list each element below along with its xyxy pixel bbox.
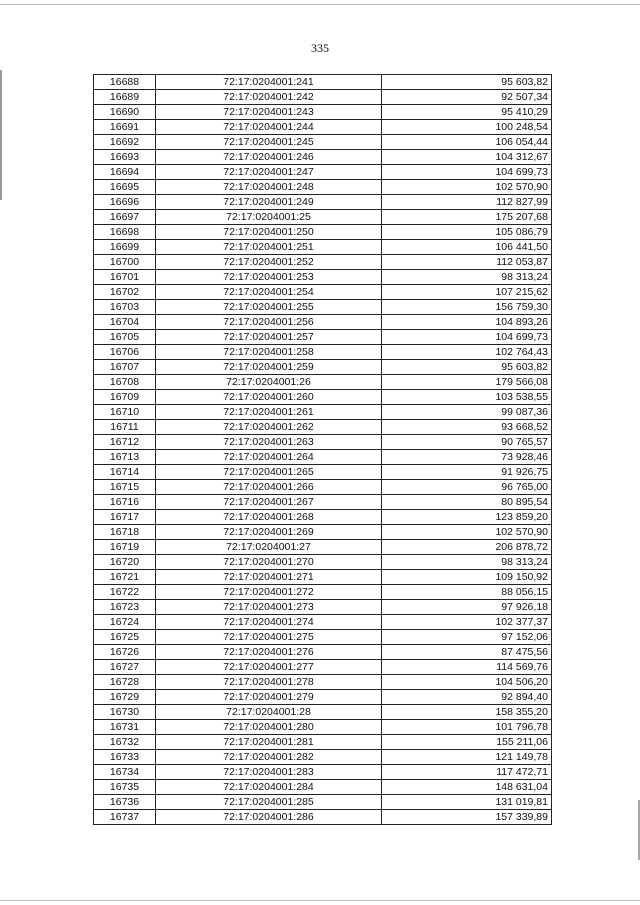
row-number-cell: 16705 — [94, 330, 156, 345]
cadastral-value-cell: 158 355,20 — [382, 705, 552, 720]
table-row — [94, 600, 552, 615]
cadastral-number-cell: 72:17:0204001:268 — [156, 510, 382, 525]
cadastral-value-cell: 131 019,81 — [382, 795, 552, 810]
cadastral-value-cell: 148 631,04 — [382, 780, 552, 795]
row-number-cell: 16716 — [94, 495, 156, 510]
cadastral-number-cell: 72:17:0204001:252 — [156, 255, 382, 270]
cadastral-number-cell: 72:17:0204001:245 — [156, 135, 382, 150]
row-number-cell: 16730 — [94, 705, 156, 720]
cadastral-value-cell: 206 878,72 — [382, 540, 552, 555]
table-row — [94, 405, 552, 420]
row-number-cell: 16692 — [94, 135, 156, 150]
cadastral-number-cell: 72:17:0204001:254 — [156, 285, 382, 300]
cadastral-number-cell: 72:17:0204001:267 — [156, 495, 382, 510]
cadastral-value-cell: 103 538,55 — [382, 390, 552, 405]
cadastral-number-cell: 72:17:0204001:266 — [156, 480, 382, 495]
table-row — [94, 420, 552, 435]
table-row — [94, 270, 552, 285]
row-number-cell: 16698 — [94, 225, 156, 240]
cadastral-number-cell: 72:17:0204001:27 — [156, 540, 382, 555]
table-row — [94, 675, 552, 690]
cadastral-value-cell: 104 699,73 — [382, 330, 552, 345]
row-number-cell: 16696 — [94, 195, 156, 210]
cadastral-value-cell: 105 086,79 — [382, 225, 552, 240]
cadastral-number-cell: 72:17:0204001:272 — [156, 585, 382, 600]
cadastral-number-cell: 72:17:0204001:248 — [156, 180, 382, 195]
row-number-cell: 16722 — [94, 585, 156, 600]
cadastral-value-cell: 106 441,50 — [382, 240, 552, 255]
table-row — [94, 795, 552, 810]
cadastral-value-cell: 98 313,24 — [382, 555, 552, 570]
row-number-cell: 16700 — [94, 255, 156, 270]
table-row — [94, 225, 552, 240]
table-row — [94, 450, 552, 465]
cadastral-number-cell: 72:17:0204001:281 — [156, 735, 382, 750]
row-number-cell: 16731 — [94, 720, 156, 735]
table-row — [94, 720, 552, 735]
row-number-cell: 16694 — [94, 165, 156, 180]
cadastral-value-cell: 123 859,20 — [382, 510, 552, 525]
cadastral-number-cell: 72:17:0204001:259 — [156, 360, 382, 375]
cadastral-value-cell: 155 211,06 — [382, 735, 552, 750]
cadastral-value-cell: 73 928,46 — [382, 450, 552, 465]
table-row — [94, 570, 552, 585]
row-number-cell: 16707 — [94, 360, 156, 375]
cadastral-number-cell: 72:17:0204001:273 — [156, 600, 382, 615]
cadastral-value-cell: 117 472,71 — [382, 765, 552, 780]
row-number-cell: 16715 — [94, 480, 156, 495]
row-number-cell: 16714 — [94, 465, 156, 480]
table-row — [94, 585, 552, 600]
cadastral-value-cell: 102 764,43 — [382, 345, 552, 360]
table-row — [94, 150, 552, 165]
cadastral-number-cell: 72:17:0204001:241 — [156, 75, 382, 90]
cadastral-value-cell: 156 759,30 — [382, 300, 552, 315]
table-row — [94, 615, 552, 630]
cadastral-number-cell: 72:17:0204001:250 — [156, 225, 382, 240]
table-row — [94, 120, 552, 135]
cadastral-number-cell: 72:17:0204001:262 — [156, 420, 382, 435]
cadastral-value-cell: 121 149,78 — [382, 750, 552, 765]
table-row — [94, 240, 552, 255]
table-row — [94, 105, 552, 120]
cadastral-value-cell: 102 570,90 — [382, 525, 552, 540]
row-number-cell: 16734 — [94, 765, 156, 780]
row-number-cell: 16701 — [94, 270, 156, 285]
cadastral-value-cell: 100 248,54 — [382, 120, 552, 135]
row-number-cell: 16695 — [94, 180, 156, 195]
table-row — [94, 645, 552, 660]
cadastral-value-cell: 106 054,44 — [382, 135, 552, 150]
cadastral-number-cell: 72:17:0204001:26 — [156, 375, 382, 390]
cadastral-value-cell: 104 312,67 — [382, 150, 552, 165]
cadastral-value-cell: 98 313,24 — [382, 270, 552, 285]
cadastral-number-cell: 72:17:0204001:274 — [156, 615, 382, 630]
cadastral-number-cell: 72:17:0204001:249 — [156, 195, 382, 210]
table-row — [94, 735, 552, 750]
row-number-cell: 16689 — [94, 90, 156, 105]
cadastral-value-cell: 95 410,29 — [382, 105, 552, 120]
table-row — [94, 660, 552, 675]
cadastral-number-cell: 72:17:0204001:255 — [156, 300, 382, 315]
row-number-cell: 16728 — [94, 675, 156, 690]
cadastral-value-cell: 107 215,62 — [382, 285, 552, 300]
table-row — [94, 300, 552, 315]
cadastral-number-cell: 72:17:0204001:244 — [156, 120, 382, 135]
cadastral-value-cell: 80 895,54 — [382, 495, 552, 510]
table-row — [94, 390, 552, 405]
row-number-cell: 16721 — [94, 570, 156, 585]
cadastral-number-cell: 72:17:0204001:247 — [156, 165, 382, 180]
table-row — [94, 255, 552, 270]
cadastral-number-cell: 72:17:0204001:270 — [156, 555, 382, 570]
cadastral-value-cell: 104 893,26 — [382, 315, 552, 330]
table-row — [94, 165, 552, 180]
cadastral-number-cell: 72:17:0204001:256 — [156, 315, 382, 330]
cadastral-value-cell: 102 570,90 — [382, 180, 552, 195]
cadastral-value-cell: 175 207,68 — [382, 210, 552, 225]
table-row — [94, 690, 552, 705]
cadastral-value-cell: 95 603,82 — [382, 360, 552, 375]
cadastral-value-cell: 104 699,73 — [382, 165, 552, 180]
cadastral-value-cell: 95 603,82 — [382, 75, 552, 90]
cadastral-number-cell: 72:17:0204001:28 — [156, 705, 382, 720]
cadastral-value-cell: 91 926,75 — [382, 465, 552, 480]
cadastral-number-cell: 72:17:0204001:278 — [156, 675, 382, 690]
row-number-cell: 16690 — [94, 105, 156, 120]
cadastral-value-cell: 112 827,99 — [382, 195, 552, 210]
table-row — [94, 375, 552, 390]
row-number-cell: 16737 — [94, 810, 156, 825]
cadastral-number-cell: 72:17:0204001:269 — [156, 525, 382, 540]
row-number-cell: 16693 — [94, 150, 156, 165]
row-number-cell: 16727 — [94, 660, 156, 675]
row-number-cell: 16699 — [94, 240, 156, 255]
cadastral-number-cell: 72:17:0204001:279 — [156, 690, 382, 705]
cadastral-number-cell: 72:17:0204001:251 — [156, 240, 382, 255]
cadastral-number-cell: 72:17:0204001:275 — [156, 630, 382, 645]
cadastral-value-cell: 102 377,37 — [382, 615, 552, 630]
cadastral-number-cell: 72:17:0204001:280 — [156, 720, 382, 735]
cadastral-value-cell: 157 339,89 — [382, 810, 552, 825]
table-row — [94, 495, 552, 510]
cadastral-number-cell: 72:17:0204001:283 — [156, 765, 382, 780]
row-number-cell: 16733 — [94, 750, 156, 765]
cadastral-number-cell: 72:17:0204001:253 — [156, 270, 382, 285]
row-number-cell: 16703 — [94, 300, 156, 315]
table-row — [94, 765, 552, 780]
table-row — [94, 75, 552, 90]
table-row — [94, 525, 552, 540]
table-row — [94, 360, 552, 375]
cadastral-number-cell: 72:17:0204001:246 — [156, 150, 382, 165]
cadastral-number-cell: 72:17:0204001:271 — [156, 570, 382, 585]
row-number-cell: 16719 — [94, 540, 156, 555]
row-number-cell: 16717 — [94, 510, 156, 525]
table-row — [94, 630, 552, 645]
scan-edge-left — [0, 70, 2, 200]
cadastral-number-cell: 72:17:0204001:25 — [156, 210, 382, 225]
cadastral-number-cell: 72:17:0204001:257 — [156, 330, 382, 345]
row-number-cell: 16729 — [94, 690, 156, 705]
cadastral-value-cell: 109 150,92 — [382, 570, 552, 585]
cadastral-number-cell: 72:17:0204001:286 — [156, 810, 382, 825]
scan-edge-top — [0, 4, 640, 5]
cadastral-value-cell: 179 566,08 — [382, 375, 552, 390]
row-number-cell: 16712 — [94, 435, 156, 450]
cadastral-value-cell: 87 475,56 — [382, 645, 552, 660]
row-number-cell: 16706 — [94, 345, 156, 360]
row-number-cell: 16691 — [94, 120, 156, 135]
row-number-cell: 16708 — [94, 375, 156, 390]
table-row — [94, 285, 552, 300]
cadastral-value-table — [93, 74, 552, 825]
row-number-cell: 16720 — [94, 555, 156, 570]
row-number-cell: 16726 — [94, 645, 156, 660]
scan-edge-bottom — [0, 900, 640, 901]
cadastral-value-cell: 92 507,34 — [382, 90, 552, 105]
cadastral-number-cell: 72:17:0204001:243 — [156, 105, 382, 120]
table-row — [94, 180, 552, 195]
table-row — [94, 195, 552, 210]
cadastral-number-cell: 72:17:0204001:264 — [156, 450, 382, 465]
cadastral-value-cell: 90 765,57 — [382, 435, 552, 450]
cadastral-number-cell: 72:17:0204001:277 — [156, 660, 382, 675]
cadastral-value-cell: 101 796,78 — [382, 720, 552, 735]
cadastral-value-cell: 99 087,36 — [382, 405, 552, 420]
row-number-cell: 16735 — [94, 780, 156, 795]
table-row — [94, 780, 552, 795]
table-row — [94, 435, 552, 450]
cadastral-value-cell: 112 053,87 — [382, 255, 552, 270]
table-row — [94, 315, 552, 330]
table-row — [94, 540, 552, 555]
table-row — [94, 750, 552, 765]
cadastral-number-cell: 72:17:0204001:261 — [156, 405, 382, 420]
row-number-cell: 16736 — [94, 795, 156, 810]
table-row — [94, 135, 552, 150]
row-number-cell: 16718 — [94, 525, 156, 540]
cadastral-value-cell: 114 569,76 — [382, 660, 552, 675]
table-row — [94, 210, 552, 225]
cadastral-value-cell: 97 926,18 — [382, 600, 552, 615]
cadastral-number-cell: 72:17:0204001:285 — [156, 795, 382, 810]
table-row — [94, 510, 552, 525]
cadastral-number-cell: 72:17:0204001:258 — [156, 345, 382, 360]
table-body — [94, 75, 552, 825]
row-number-cell: 16725 — [94, 630, 156, 645]
row-number-cell: 16713 — [94, 450, 156, 465]
table-row — [94, 330, 552, 345]
cadastral-number-cell: 72:17:0204001:284 — [156, 780, 382, 795]
row-number-cell: 16732 — [94, 735, 156, 750]
cadastral-value-cell: 93 668,52 — [382, 420, 552, 435]
cadastral-value-cell: 97 152,06 — [382, 630, 552, 645]
table-row — [94, 810, 552, 825]
table-row — [94, 345, 552, 360]
cadastral-number-cell: 72:17:0204001:276 — [156, 645, 382, 660]
page-number: 335 — [311, 41, 329, 55]
cadastral-number-cell: 72:17:0204001:265 — [156, 465, 382, 480]
cadastral-number-cell: 72:17:0204001:282 — [156, 750, 382, 765]
row-number-cell: 16723 — [94, 600, 156, 615]
row-number-cell: 16688 — [94, 75, 156, 90]
table-row — [94, 555, 552, 570]
row-number-cell: 16711 — [94, 420, 156, 435]
cadastral-number-cell: 72:17:0204001:263 — [156, 435, 382, 450]
table-row — [94, 480, 552, 495]
cadastral-number-cell: 72:17:0204001:260 — [156, 390, 382, 405]
row-number-cell: 16709 — [94, 390, 156, 405]
row-number-cell: 16724 — [94, 615, 156, 630]
row-number-cell: 16702 — [94, 285, 156, 300]
row-number-cell: 16710 — [94, 405, 156, 420]
table-row — [94, 465, 552, 480]
table-row — [94, 705, 552, 720]
cadastral-value-cell: 104 506,20 — [382, 675, 552, 690]
cadastral-value-cell: 92 894,40 — [382, 690, 552, 705]
cadastral-value-cell: 96 765,00 — [382, 480, 552, 495]
table-row — [94, 90, 552, 105]
row-number-cell: 16704 — [94, 315, 156, 330]
row-number-cell: 16697 — [94, 210, 156, 225]
cadastral-number-cell: 72:17:0204001:242 — [156, 90, 382, 105]
cadastral-value-cell: 88 056,15 — [382, 585, 552, 600]
